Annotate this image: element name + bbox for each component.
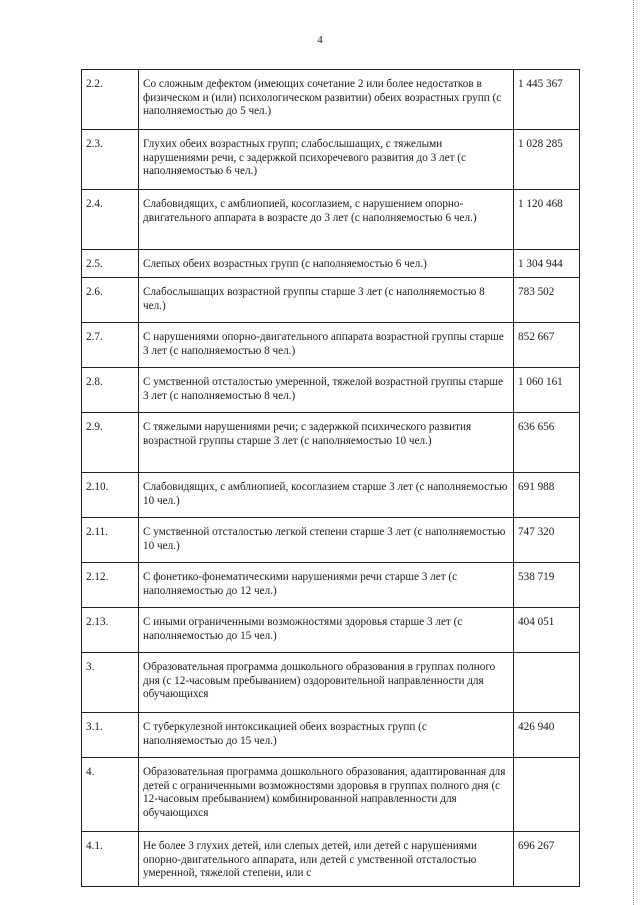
row-value [514,758,580,832]
row-description: Слепых обеих возрастных групп (с наполняемостью 6 чел.) [139,250,514,278]
row-description: С тяжелыми нарушениями речи; с задержкой психического развития возрастной группы старше 3 лет (с наполняемостью 10 чел.) [139,413,514,473]
table-row [82,653,580,713]
row-number: 2.5. [82,250,139,278]
table-row [82,758,580,832]
table-row [82,130,580,190]
row-description: Слабовидящих, с амблиопией, косоглазием, с нарушением опорно-двигательного аппарата в возрасте до 3 лет (с наполняемостью 6 чел.) [139,190,514,250]
row-description: Не более 3 глухих детей, или слепых детей, или детей с нарушениями опорно-двигательного аппарата, или детей с умственной отсталостью умеренной, тяжелой степени, или с [139,832,514,887]
row-value: 852 667 [514,323,580,368]
row-number: 2.9. [82,413,139,473]
budget-table [81,69,580,887]
row-number: 2.13. [82,608,139,653]
row-value: 1 028 285 [514,130,580,190]
row-number: 2.4. [82,190,139,250]
row-number: 2.10. [82,473,139,518]
row-description: Слабовидящих, с амблиопией, косоглазием старше 3 лет (с наполняемостью 10 чел.) [139,473,514,518]
row-number: 2.8. [82,368,139,413]
row-description: Со сложным дефектом (имеющих сочетание 2 или более недостатков в физическом и (или) психологическом развитии) обеих возрастных групп (с наполняемостью до 5 чел.) [139,70,514,130]
table-row [82,713,580,758]
row-number: 3.1. [82,713,139,758]
table-row [82,323,580,368]
row-number: 2.11. [82,518,139,563]
row-number: 2.3. [82,130,139,190]
row-value: 1 304 944 [514,250,580,278]
table-row [82,473,580,518]
row-number: 2.12. [82,563,139,608]
row-number: 4. [82,758,139,832]
row-value: 636 656 [514,413,580,473]
row-description: С умственной отсталостью легкой степени старше 3 лет (с наполняемостью 10 чел.) [139,518,514,563]
row-description: С нарушениями опорно-двигательного аппарата возрастной группы старше 3 лет (с наполняемостью 8 чел.) [139,323,514,368]
row-description: Глухих обеих возрастных групп; слабослышащих, с тяжелыми нарушениями речи, с задержкой психоречевого развития до 3 лет (с наполняемостью 6 чел.) [139,130,514,190]
row-value: 538 719 [514,563,580,608]
row-number: 2.7. [82,323,139,368]
table-row [82,70,580,130]
row-value [514,653,580,713]
table-row [82,518,580,563]
page-number: 4 [317,34,323,46]
row-description: Слабослышащих возрастной группы старше 3 лет (с наполняемостью 8 чел.) [139,278,514,323]
row-value: 783 502 [514,278,580,323]
table-row [82,563,580,608]
row-value: 404 051 [514,608,580,653]
row-number: 2.2. [82,70,139,130]
row-description: С иными ограниченными возможностями здоровья старше 3 лет (с наполняемостью до 15 чел.) [139,608,514,653]
row-number: 4.1. [82,832,139,887]
table-row [82,608,580,653]
table-row [82,368,580,413]
table-row [82,278,580,323]
scan-edge-line [632,0,634,905]
row-description: С фонетико-фонематическими нарушениями речи старше 3 лет (с наполняемостью до 12 чел.) [139,563,514,608]
row-value: 426 940 [514,713,580,758]
row-description: С туберкулезной интоксикацией обеих возрастных групп (с наполняемостью до 15 чел.) [139,713,514,758]
row-value: 696 267 [514,832,580,887]
row-number: 3. [82,653,139,713]
row-number: 2.6. [82,278,139,323]
table-row [82,832,580,887]
row-value: 1 060 161 [514,368,580,413]
row-value: 1 445 367 [514,70,580,130]
row-value: 691 988 [514,473,580,518]
row-description: Образовательная программа дошкольного образования в группах полного дня (с 12-часовым пребыванием) оздоровительной направленности для обучающихся [139,653,514,713]
row-value: 1 120 468 [514,190,580,250]
row-description: Образовательная программа дошкольного образования, адаптированная для детей с ограниченными возможностями здоровья в группах полного дня (с 12-часовым пребыванием) комбинированной направленности для обучающихся [139,758,514,832]
table-row [82,250,580,278]
row-value: 747 320 [514,518,580,563]
row-description: С умственной отсталостью умеренной, тяжелой возрастной группы старше 3 лет (с наполняемостью 8 чел.) [139,368,514,413]
table-row [82,413,580,473]
table-row [82,190,580,250]
